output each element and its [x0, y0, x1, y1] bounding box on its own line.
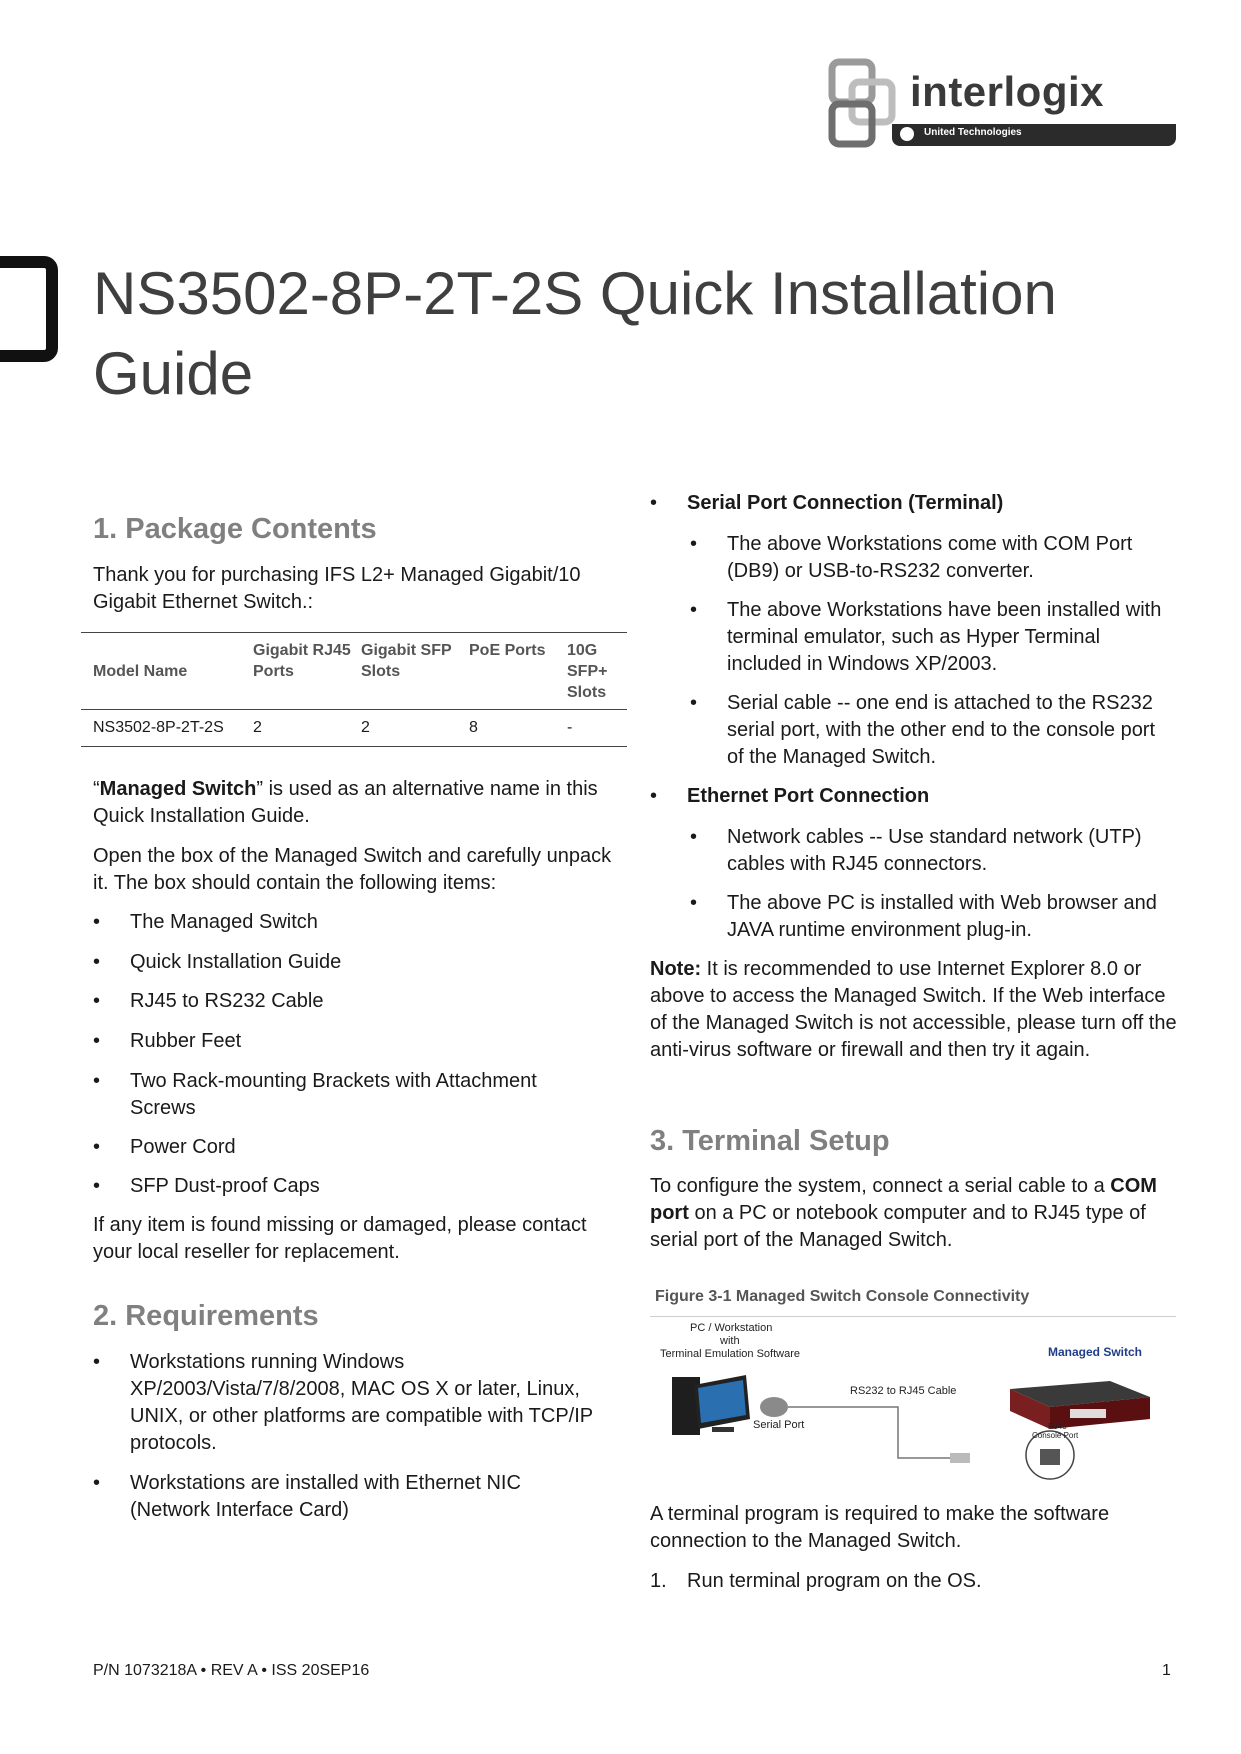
list-item-text: Workstations are installed with Ethernet NIC (Network Interface Card) [130, 1472, 521, 1521]
alt-name-bold: Managed Switch [99, 778, 257, 800]
note-label: Note: [650, 958, 702, 980]
logo-mark-icon [828, 58, 900, 150]
bullet: • [93, 1030, 101, 1052]
terminal-text-a: To configure the system, connect a serial cable to a [650, 1175, 1111, 1197]
list-item-text: SFP Dust-proof Caps [130, 1175, 320, 1197]
serial-port-heading: Serial Port Connection (Terminal) [687, 492, 1004, 514]
footer-part-number: P/N 1073218A • REV A • ISS 20SEP16 [93, 1662, 370, 1679]
figure-label-serial-port: Serial Port [753, 1419, 805, 1431]
package-table [81, 632, 627, 747]
bullet: • [93, 911, 101, 933]
list-item [93, 1068, 613, 1122]
figure-label-pc: PC / Workstation [690, 1322, 773, 1334]
list-item-text: The above PC is installed with Web browser and JAVA runtime environment plug-in. [727, 892, 1157, 941]
cell-sfp: 2 [361, 719, 370, 736]
figure-label-with: with [720, 1335, 740, 1347]
step-text: Run terminal program on the OS. [687, 1570, 982, 1592]
note-paragraph [650, 956, 1180, 1064]
list-item-text: The Managed Switch [130, 911, 318, 933]
list-item-text: Network cables -- Use standard network (UTP) cables with RJ45 connectors. [727, 826, 1142, 875]
bullet: • [690, 826, 698, 848]
bullet: • [93, 1351, 101, 1373]
list-item-text: RJ45 to RS232 Cable [130, 990, 324, 1012]
footer-page-number: 1 [1162, 1662, 1171, 1679]
col-poe: PoE Ports [469, 642, 546, 659]
terminal-text-b: on a PC or notebook computer and to RJ45 type of serial port of the Managed Switch. [650, 1202, 1146, 1251]
cell-rj45: 2 [253, 719, 262, 736]
list-item-text: Serial cable -- one end is attached to the RS232 serial port, with the other end to the console port of the Managed Switch. [727, 692, 1156, 768]
col-gigabit-rj45: Gigabit RJ45 Ports [253, 642, 351, 680]
tab-bracket [0, 256, 58, 362]
terminal-paragraph [650, 1173, 1180, 1254]
terminal-program-paragraph: A terminal program is required to make the software connection to the Managed Switch. [650, 1503, 1110, 1552]
bullet: • [650, 785, 658, 807]
step-number: 1. [650, 1570, 667, 1592]
list-item-text: Workstations running Windows XP/2003/Vista/7/8/2008, MAC OS X or later, Linux, UNIX, or other platforms are compatible with TCP/IP protocols. [130, 1351, 593, 1454]
table-header-row [81, 633, 627, 710]
note-text: It is recommended to use Internet Explorer 8.0 or above to access the Managed Switch. If the Web interface of the Managed Switch is not accessible, please turn off the anti-virus software or firewall and then try it again. [650, 958, 1177, 1061]
bullet: • [690, 533, 698, 555]
com-port-bold: COM port [650, 1175, 1157, 1224]
cable-line [788, 1407, 950, 1458]
bullet: • [93, 1175, 101, 1197]
ethernet-port-heading: Ethernet Port Connection [687, 785, 930, 807]
bullet: • [93, 951, 101, 973]
cell-model: NS3502-8P-2T-2S [93, 719, 224, 736]
section-heading-package: 1. Package Contents [93, 513, 377, 545]
figure-label-console-port: Console Port [1032, 1431, 1079, 1440]
rj45-plug-icon [950, 1453, 970, 1463]
bullet: • [650, 492, 658, 514]
package-intro: Thank you for purchasing IFS L2+ Managed Gigabit/10 Gigabit Ethernet Switch.: [93, 564, 581, 613]
serial-connector-icon [760, 1397, 788, 1417]
figure-label-rj45: RJ45 [1048, 1422, 1067, 1431]
bullet: • [690, 599, 698, 621]
col-gigabit-sfp: Gigabit SFP Slots [361, 642, 452, 680]
col-10g-sfp: 10G SFP+ Slots [567, 642, 608, 701]
cell-10g: - [567, 719, 573, 736]
bullet: • [690, 892, 698, 914]
bullet: • [93, 1070, 101, 1092]
bullet: • [93, 990, 101, 1012]
alt-name-rest: ” is used as an alternative name in this Quick Installation Guide. [93, 778, 598, 827]
missing-items-paragraph: If any item is found missing or damaged, please contact your local reseller for replacement. [93, 1214, 587, 1263]
list-item-text: Power Cord [130, 1136, 236, 1158]
table-row [81, 710, 627, 747]
section-heading-terminal: 3. Terminal Setup [650, 1125, 890, 1157]
figure-caption: Figure 3-1 Managed Switch Console Connectivity [655, 1288, 1030, 1305]
quote-open: “ [93, 778, 100, 800]
section-heading-requirements: 2. Requirements [93, 1300, 319, 1332]
list-item-text: The above Workstations come with COM Port (DB9) or USB-to-RS232 converter. [727, 533, 1133, 582]
logo-tagline: United Technologies [924, 127, 1022, 138]
cell-poe: 8 [469, 719, 478, 736]
interlogix-logo [828, 58, 1178, 150]
col-model-name: Model Name [93, 663, 188, 680]
console-connectivity-figure [650, 1322, 1176, 1490]
bullet: • [93, 1136, 101, 1158]
list-item-text: Quick Installation Guide [130, 951, 342, 973]
bullet: • [93, 1472, 101, 1494]
utc-icon [900, 127, 914, 141]
alt-name-paragraph [93, 776, 623, 830]
figure-label-terminal: Terminal Emulation Software [660, 1348, 801, 1360]
list-item-text: The above Workstations have been installed with terminal emulator, such as Hyper Terminal included in Windows XP/2003. [727, 599, 1162, 675]
figure-label-managed-switch: Managed Switch [1048, 1345, 1143, 1359]
list-item-text: Two Rack-mounting Brackets with Attachment Screws [130, 1070, 537, 1119]
list-item-text: Rubber Feet [130, 1030, 242, 1052]
figure-rule [650, 1316, 1176, 1317]
logo-wordmark: interlogix [910, 68, 1105, 115]
open-box-paragraph: Open the box of the Managed Switch and carefully unpack it. The box should contain the following items: [93, 845, 612, 894]
bullet: • [690, 692, 698, 714]
figure-label-cable: RS232 to RJ45 Cable [850, 1385, 957, 1397]
page-title: NS3502-8P-2T-2S Quick Installation Guide [93, 260, 1057, 407]
